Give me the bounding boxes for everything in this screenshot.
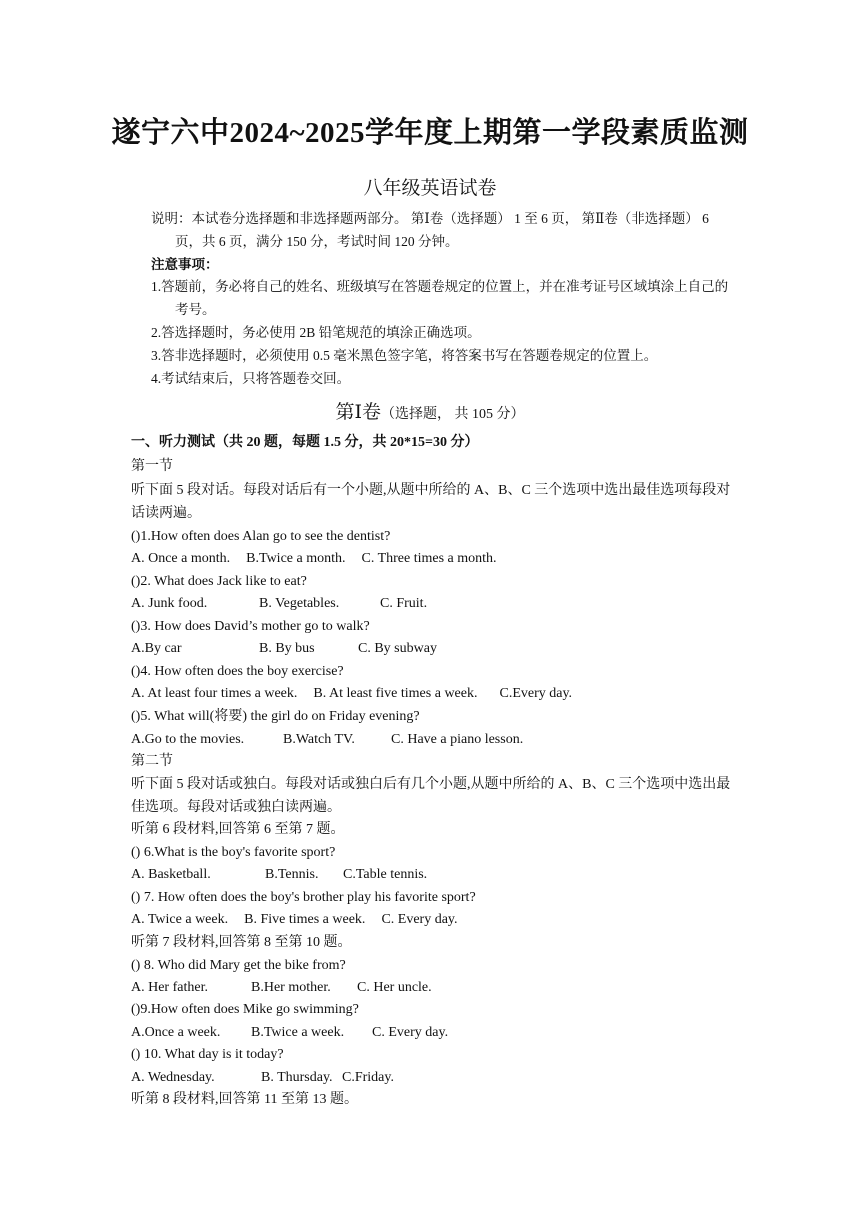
part1-sub2: 第二节 <box>131 754 173 769</box>
question-3: ()3. How does David’s mother go to walk? <box>131 619 370 634</box>
option-5b: B.Watch TV. <box>283 732 355 747</box>
option-7b: B. Five times a week. <box>244 912 366 927</box>
option-8b: B.Her mother. <box>251 980 331 995</box>
options-9 <box>131 1022 448 1044</box>
option-6a: A. Basketball. <box>131 867 211 882</box>
material-6-label: 听第 6 段材料,回答第 6 至第 7 题。 <box>131 822 345 837</box>
option-10c: C.Friday. <box>342 1070 394 1085</box>
option-1b: B.Twice a month. <box>246 551 346 566</box>
option-7a: A. Twice a week. <box>131 912 229 927</box>
option-2b: B. Vegetables. <box>259 596 340 611</box>
options-8 <box>131 977 432 999</box>
question-9: ()9.How often does Mike go swimming? <box>131 1002 359 1017</box>
attention-item-2: 2.答选择题时，务必使用 2B 铅笔规范的填涂正确选项。 <box>151 325 481 340</box>
option-2a: A. Junk food. <box>131 596 208 611</box>
exam-title: 遂宁六中2024~2025学年度上期第一学段素质监测 <box>111 117 749 149</box>
part1-sub1: 第一节 <box>131 459 173 474</box>
options-1 <box>131 548 497 570</box>
material-8-label: 听第 8 段材料,回答第 11 至第 13 题。 <box>131 1092 358 1107</box>
option-2c: C. Fruit. <box>380 596 428 611</box>
options-7 <box>131 909 458 931</box>
section-title-note: （选择题， 共 105 分） <box>381 407 525 422</box>
option-3a: A.By car <box>131 641 182 656</box>
options-6 <box>131 864 427 886</box>
part1-heading: 一、听力测试（共 20 题，每题 1.5 分，共 20*15=30 分） <box>131 435 479 450</box>
option-5a: A.Go to the movies. <box>131 732 245 747</box>
section-heading <box>0 397 860 424</box>
question-4: ()4. How often does the boy exercise? <box>131 664 344 679</box>
material-7-label: 听第 7 段材料,回答第 8 至第 10 题。 <box>131 935 352 950</box>
option-3c: C. By subway <box>358 641 437 656</box>
options-3 <box>131 638 437 660</box>
option-4a: A. At least four times a week. <box>131 686 298 701</box>
attention-label: 注意事项： <box>151 257 219 272</box>
options-5 <box>131 729 523 751</box>
part1-sub2-instructions: 听下面 5 段对话或独白。每段对话或独白后有几个小题,从题中所给的 A、B、C 三个选项中选出最佳选项。每段对话或独白读两遍。 <box>131 777 731 815</box>
options-2 <box>131 593 427 615</box>
question-7: () 7. How often does the boy's brother play his favorite sport? <box>131 890 476 905</box>
option-9b: B.Twice a week. <box>251 1025 345 1040</box>
option-7c: C. Every day. <box>381 912 458 927</box>
option-9c: C. Every day. <box>372 1025 449 1040</box>
question-6: () 6.What is the boy's favorite sport? <box>131 845 336 860</box>
question-5: ()5. What will(将要) the girl do on Friday evening? <box>131 709 420 724</box>
option-10b: B. Thursday. <box>261 1070 333 1085</box>
question-10: () 10. What day is it today? <box>131 1047 284 1062</box>
option-4b: B. At least five times a week. <box>313 686 478 701</box>
question-1: ()1.How often does Alan go to see the dentist? <box>131 529 391 544</box>
option-6c: C.Table tennis. <box>343 867 428 882</box>
option-4c: C.Every day. <box>499 686 573 701</box>
option-1a: A. Once a month. <box>131 551 231 566</box>
option-9a: A.Once a week. <box>131 1025 221 1040</box>
question-8: () 8. Who did Mary get the bike from? <box>131 958 346 973</box>
part1-sub1-instructions: 听下面 5 段对话。每段对话后有一个小题,从题中所给的 A、B、C 三个选项中选出最佳选项每段对话读两遍。 <box>131 483 731 521</box>
section-title: 第Ⅰ卷 <box>335 402 381 423</box>
option-5c: C. Have a piano lesson. <box>391 732 524 747</box>
question-2: ()2. What does Jack like to eat? <box>131 574 307 589</box>
attention-item-4: 4.考试结束后，只将答题卷交回。 <box>151 371 351 386</box>
option-1c: C. Three times a month. <box>361 551 497 566</box>
attention-item-3: 3.答非选择题时，必须使用 0.5 毫米黑色签字笔，将答案书写在答题卷规定的位置上。 <box>151 348 658 363</box>
option-8a: A. Her father. <box>131 980 208 995</box>
option-8c: C. Her uncle. <box>357 980 432 995</box>
option-3b: B. By bus <box>259 641 315 656</box>
exam-subtitle: 八年级英语试卷 <box>363 178 497 199</box>
exam-note: 说明：本试卷分选择题和非选择题两部分。 第Ⅰ卷（选择题） 1 至 6 页， 第Ⅱ卷（非选择题） 6 页，共 6 页，满分 150 分，考试时间 120 分钟。 <box>151 211 709 249</box>
option-10a: A. Wednesday. <box>131 1070 215 1085</box>
options-4 <box>131 683 572 705</box>
options-10 <box>131 1067 394 1089</box>
attention-item-1: 1.答题前，务必将自己的姓名、班级填写在答题卷规定的位置上，并在准考证号区域填涂上自己的考号。 <box>151 279 729 317</box>
option-6b: B.Tennis. <box>265 867 319 882</box>
